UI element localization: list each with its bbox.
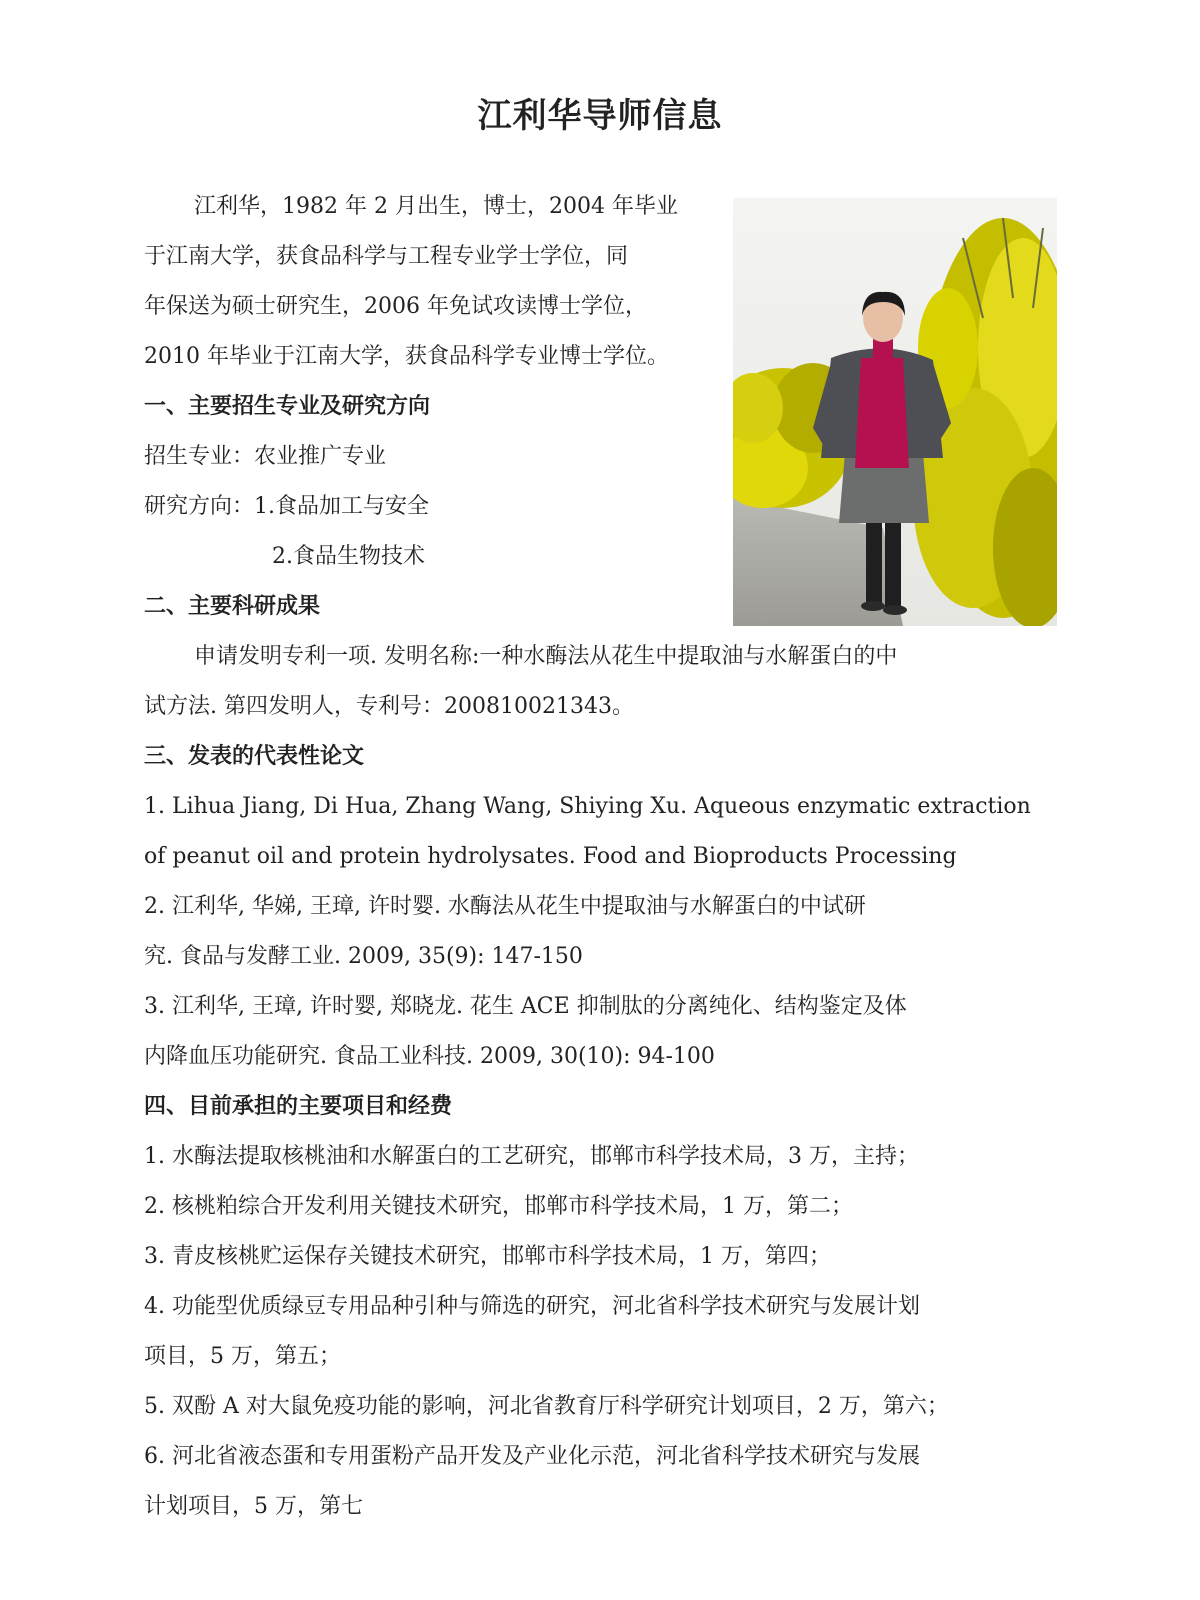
project-line-7: 6. 河北省液态蛋和专用蛋粉产品开发及产业化示范，河北省科学技术研究与发展 xyxy=(144,1444,920,1469)
bio-line-2: 于江南大学，获食品科学与工程专业学士学位，同 xyxy=(144,244,629,269)
page-title: 江利华导师信息 xyxy=(477,96,723,136)
research-direction-2: 2.食品生物技术 xyxy=(272,544,425,569)
project-line-1: 1. 水酶法提取核桃油和水解蛋白的工艺研究，邯郸市科学技术局，3 万，主持； xyxy=(144,1144,919,1169)
bio-line-4: 2010 年毕业于江南大学，获食品科学专业博士学位。 xyxy=(144,344,669,369)
section-heading-papers: 三、发表的代表性论文 xyxy=(144,744,365,769)
research-direction-1: 研究方向：1.食品加工与安全 xyxy=(144,494,429,519)
portrait-photo xyxy=(733,198,1057,626)
paper-line-5: 3. 江利华, 王璋, 许时婴, 郑晓龙. 花生 ACE 抑制肽的分离纯化、结构鉴定及体 xyxy=(144,994,907,1019)
bio-line-1: 江利华，1982 年 2 月出生，博士，2004 年毕业 xyxy=(194,194,678,219)
paper-line-6: 内降血压功能研究. 食品工业科技. 2009, 30(10): 94-100 xyxy=(144,1044,715,1069)
paper-line-4: 究. 食品与发酵工业. 2009, 35(9): 147-150 xyxy=(144,944,583,969)
section-heading-recruitment: 一、主要招生专业及研究方向 xyxy=(144,394,431,419)
project-line-5: 项目，5 万，第五； xyxy=(144,1344,341,1369)
bio-line-3: 年保送为硕士研究生，2006 年免试攻读博士学位， xyxy=(144,294,647,319)
project-line-2: 2. 核桃粕综合开发利用关键技术研究，邯郸市科学技术局，1 万，第二； xyxy=(144,1194,853,1219)
recruitment-major: 招生专业：农业推广专业 xyxy=(144,444,387,469)
patent-line-1: 申请发明专利一项. 发明名称:一种水酶法从花生中提取油与水解蛋白的中 xyxy=(194,644,898,669)
paper-line-3: 2. 江利华, 华娣, 王璋, 许时婴. 水酶法从花生中提取油与水解蛋白的中试研 xyxy=(144,894,866,919)
project-line-8: 计划项目，5 万，第七 xyxy=(144,1494,363,1519)
section-heading-projects: 四、目前承担的主要项目和经费 xyxy=(144,1094,453,1119)
project-line-4: 4. 功能型优质绿豆专用品种引种与筛选的研究，河北省科学技术研究与发展计划 xyxy=(144,1294,920,1319)
project-line-3: 3. 青皮核桃贮运保存关键技术研究，邯郸市科学技术局，1 万，第四； xyxy=(144,1244,831,1269)
paper-line-1: 1. Lihua Jiang, Di Hua, Zhang Wang, Shiying Xu. Aqueous enzymatic extraction xyxy=(144,794,1031,819)
patent-line-2: 试方法. 第四发明人，专利号：200810021343。 xyxy=(144,694,634,719)
paper-line-2: of peanut oil and protein hydrolysates. Food and Bioproducts Processing xyxy=(144,844,957,869)
project-line-6: 5. 双酚 A 对大鼠免疫功能的影响，河北省教育厅科学研究计划项目，2 万，第六； xyxy=(144,1394,949,1419)
section-heading-achievements: 二、主要科研成果 xyxy=(144,594,321,619)
